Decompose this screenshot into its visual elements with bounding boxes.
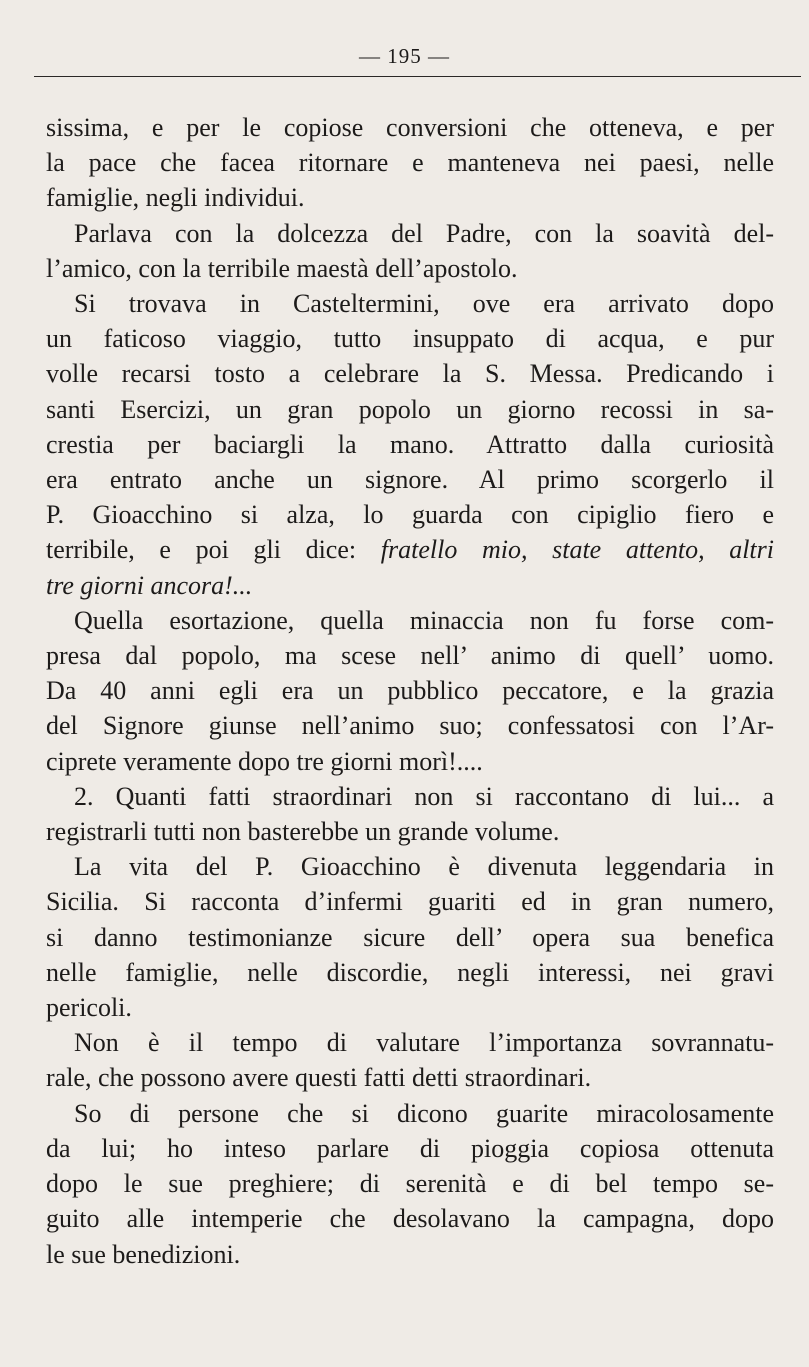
text-line [46,251,774,286]
text-line [46,955,774,990]
text-line [46,884,774,919]
line-text: crestia per baciargli la mano. Attratto dalla curiosità [46,429,774,459]
line-text: dopo le sue preghiere; di serenità e di bel tempo se- [46,1169,774,1199]
text-line [46,1025,774,1060]
line-text: registrarli tutti non basterebbe un grande volume. [46,817,560,847]
text-line [46,568,774,603]
text-line [46,814,774,849]
line-text: rale, che possono avere questi fatti detti straordinari. [46,1063,592,1093]
text-line [46,920,774,955]
text-line [46,1060,774,1095]
text-line [46,744,774,779]
text-line [46,638,774,673]
text-line [46,110,774,145]
body-text [46,110,774,1272]
page-number: — 195 — [359,44,450,68]
line-text: sissima, e per le copiose conversioni che otteneva, e per [46,113,774,142]
text-line [46,532,774,567]
line-text: un faticoso viaggio, tutto insuppato di acqua, e pur [46,324,774,354]
text-line [46,708,774,743]
line-text: Si trovava in Casteltermini, ove era arrivato dopo [74,289,774,319]
text-line [46,462,774,497]
line-text: Sicilia. Si racconta d’infermi guariti ed in gran numero, [46,887,774,917]
text-line [46,849,774,884]
text-line [46,145,774,180]
line-text: volle recarsi tosto a celebrare la S. Messa. Predicando i [46,359,774,389]
line-text: La vita del P. Gioacchino è divenuta leggendaria in [74,852,774,882]
line-text: la pace che facea ritornare e manteneva nei paesi, nelle [46,148,774,178]
text-line [46,1201,774,1236]
text-line [46,1096,774,1131]
line-text: Da 40 anni egli era un pubblico peccatore, e la grazia [46,676,774,706]
text-line [46,1237,774,1272]
line-text: si danno testimonianze sicure dell’ opera sua benefica [46,922,774,952]
line-text: nelle famiglie, nelle discordie, negli interessi, nei gravi [46,957,774,987]
text-line [46,216,774,251]
text-line [46,356,774,391]
text-line [46,603,774,638]
line-text: 2. Quanti fatti straordinari non si raccontano di lui... a [74,781,774,811]
text-line [46,286,774,321]
line-text: terribile, e poi gli dice: [46,535,357,565]
line-text: Non è il tempo di valutare l’importanza sovrannatu- [74,1028,774,1058]
line-text: guito alle intemperie che desolavano la campagna, dopo [46,1204,774,1234]
line-text: del Signore giunse nell’animo suo; confessatosi con l’Ar- [46,711,774,741]
text-line [46,990,774,1025]
text-line [46,321,774,356]
line-text: le sue benedizioni. [46,1239,241,1269]
text-line [46,497,774,532]
line-text: Parlava con la dolcezza del Padre, con la soavità del- [74,218,774,248]
line-text: santi Esercizi, un gran popolo un giorno recossi in sa- [46,394,774,424]
text-line [46,180,774,215]
line-italic-text: fratello mio, state attento, altri [380,535,775,565]
line-text: Quella esortazione, quella minaccia non fu forse com- [74,605,774,635]
line-text: da lui; ho inteso parlare di pioggia copiosa ottenuta [46,1133,774,1163]
text-line [46,392,774,427]
text-line [46,1166,774,1201]
line-text: P. Gioacchino si alza, lo guarda con cipiglio fiero e [46,500,774,530]
text-line [46,1131,774,1166]
text-line [46,673,774,708]
line-italic-text: tre giorni ancora!... [46,570,253,600]
header-rule [34,76,801,77]
line-text: ciprete veramente dopo tre giorni morì!.... [46,746,483,776]
text-line [46,779,774,814]
line-text: presa dal popolo, ma scese nell’ animo di quell’ uomo. [46,641,774,671]
line-text: famiglie, negli individui. [46,183,305,213]
line-text: era entrato anche un signore. Al primo scorgerlo il [46,465,774,495]
line-text: pericoli. [46,993,132,1023]
line-text: So di persone che si dicono guarite miracolosamente [74,1098,774,1128]
text-line [46,427,774,462]
line-text: l’amico, con la terribile maestà dell’apostolo. [46,253,518,283]
